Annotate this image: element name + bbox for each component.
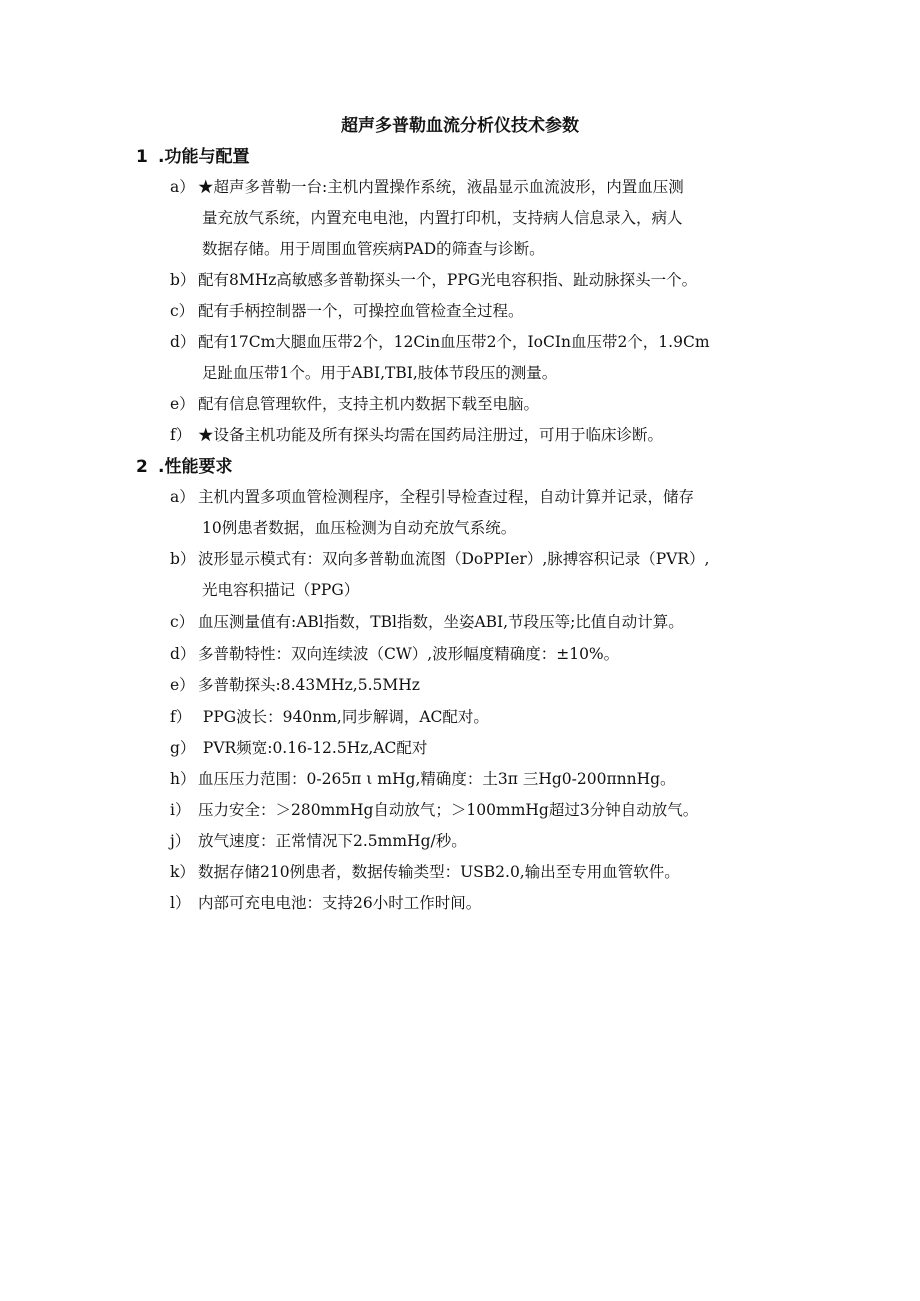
item-label: k） <box>170 863 195 881</box>
list-item <box>170 265 800 296</box>
section-heading-functions <box>136 145 249 169</box>
list-item <box>170 172 800 265</box>
list-item <box>170 795 800 826</box>
item-text: 配有手柄控制器一个，可操控血管检查全过程。 <box>198 302 524 320</box>
list-item <box>170 389 800 420</box>
item-label: f） <box>170 426 192 444</box>
item-text: 血压测量值有:ABl指数，TBl指数，坐姿ABI,节段压等;比值自动计算。 <box>198 613 684 631</box>
list-item <box>170 826 800 857</box>
item-label: h） <box>170 770 196 788</box>
item-text: 多普勒探头:8.43MHz,5.5MHz <box>198 676 420 694</box>
list-item <box>170 544 800 606</box>
item-label: b） <box>170 550 196 568</box>
list-item <box>170 420 800 451</box>
section-number: 2 <box>136 457 148 477</box>
section-number: 1 <box>136 147 148 167</box>
section-heading-text: .功能与配置 <box>158 147 250 167</box>
item-label: j） <box>170 832 191 850</box>
item-label: c） <box>170 613 195 631</box>
item-text: 放气速度：正常情况下2.5mmHg/秒。 <box>198 832 467 850</box>
item-text: 光电容积描记（PPG） <box>202 581 360 599</box>
item-label: g） <box>170 739 196 757</box>
list-item <box>170 888 800 919</box>
item-label: d） <box>170 333 196 351</box>
item-text: 足趾血压带1个。用于ABI,TBI,肢体节段压的测量。 <box>202 364 558 382</box>
item-label: a） <box>170 178 195 196</box>
item-text: 配有信息管理软件，支持主机内数据下载至电脑。 <box>198 395 540 413</box>
item-text: 内部可充电电池：支持26小时工作时间。 <box>198 894 482 912</box>
document-title: 超声多普勒血流分析仪技术参数 <box>341 116 579 136</box>
item-text: 数据存储。用于周围血管疾病PAD的筛查与诊断。 <box>202 240 545 258</box>
item-label: a） <box>170 488 195 506</box>
item-text: ★设备主机功能及所有探头均需在国药局注册过，可用于临床诊断。 <box>198 426 664 444</box>
item-label: e） <box>170 395 195 413</box>
section-heading-text: .性能要求 <box>158 457 233 477</box>
item-text: 配有8MHz高敏感多普勒探头一个，PPG光电容积指、趾动脉探头一个。 <box>198 271 698 289</box>
item-text: 多普勒特性：双向连续波（CW）,波形幅度精确度：±10%。 <box>198 645 620 663</box>
list-item <box>170 733 800 764</box>
item-text: PPG波长：940nm,同步解调，AC配对。 <box>198 708 489 726</box>
item-text: 数据存储210例患者，数据传输类型：USB2.0,输出至专用血管软件。 <box>198 863 680 881</box>
item-label: b） <box>170 271 196 289</box>
list-item <box>170 702 800 733</box>
list-item <box>170 764 800 795</box>
list-item <box>170 857 800 888</box>
section-heading-performance <box>136 455 232 479</box>
list-item <box>170 607 800 638</box>
item-label: f） <box>170 708 192 726</box>
item-text: 血压压力范围：0-265π ι mHg,精确度：土3π 三Hg0-200πnnHg。 <box>198 770 676 788</box>
item-label: d） <box>170 645 196 663</box>
item-label: i） <box>170 801 191 819</box>
item-text: ★超声多普勒一台:主机内置操作系统，液晶显示血流波形，内置血压测 <box>198 178 684 196</box>
item-label: c） <box>170 302 195 320</box>
list-item <box>170 296 800 327</box>
list-item <box>170 639 800 670</box>
item-text: 压力安全：＞280mmHg自动放气；＞100mmHg超过3分钟自动放气。 <box>198 801 699 819</box>
item-text: 配有17Cm大腿血压带2个，12Cin血压带2个，IoCIn血压带2个，1.9Cm <box>198 333 710 351</box>
item-text: 波形显示模式有：双向多普勒血流图（DoPPIer）,脉搏容积记录（PVR）, <box>198 550 710 568</box>
item-text: 量充放气系统，内置充电电池，内置打印机，支持病人信息录入，病人 <box>202 209 683 227</box>
list-item <box>170 670 800 701</box>
list-item <box>170 327 800 389</box>
item-label: l） <box>170 894 191 912</box>
item-text: 10例患者数据，血压检测为自动充放气系统。 <box>202 519 517 537</box>
item-text: PVR频宽:0.16-12.5Hz,AC配对 <box>198 739 428 757</box>
item-label: e） <box>170 676 195 694</box>
item-text: 主机内置多项血管检测程序，全程引导检查过程，自动计算并记录，储存 <box>198 488 695 506</box>
list-item <box>170 482 800 544</box>
